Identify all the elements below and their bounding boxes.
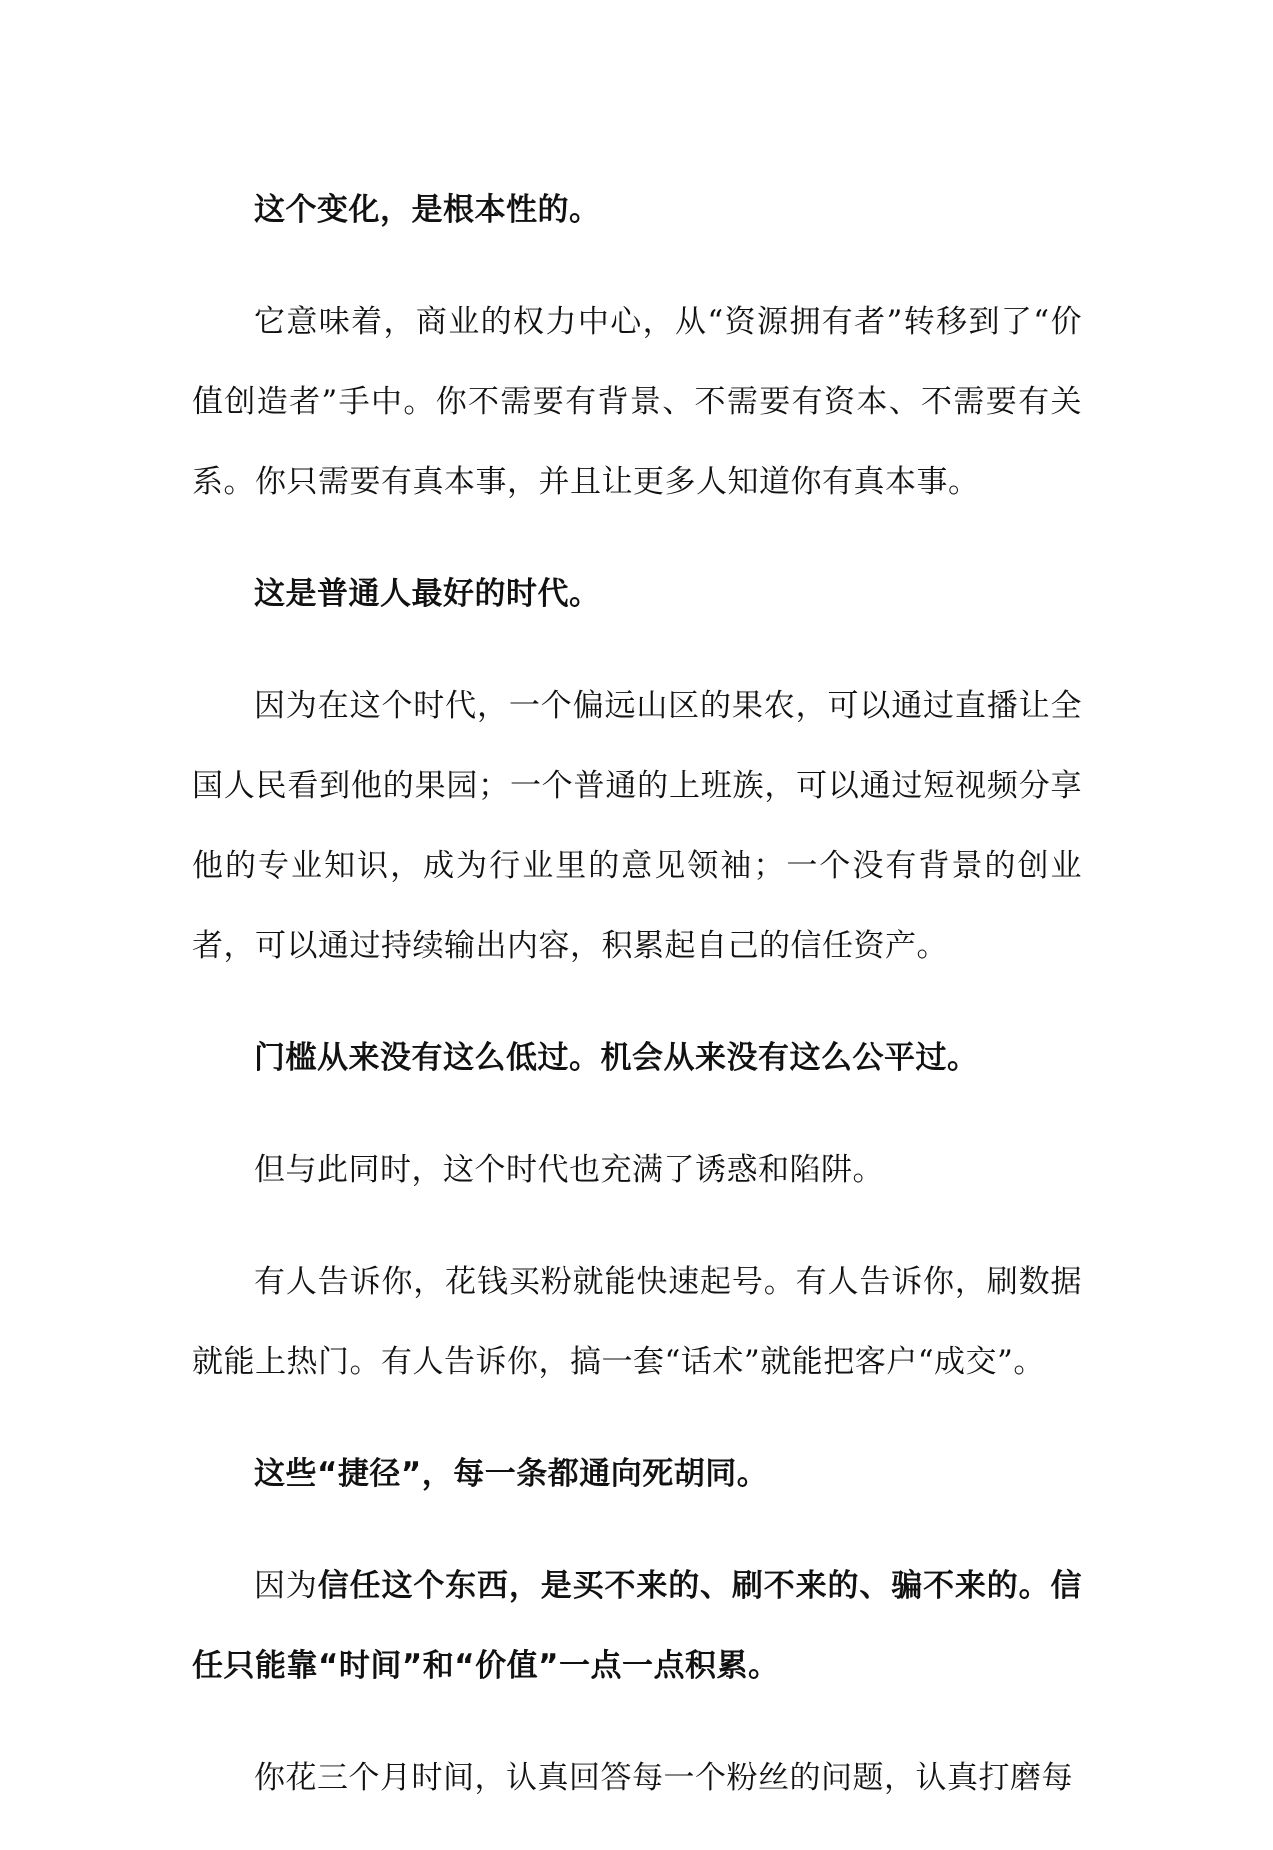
paragraph-examples: 因为在这个时代，一个偏远山区的果农，可以通过直播让全国人民看到他的果园；一个普通的上班族，可以通过短视频分享他的专业知识，成为行业里的意见领袖；一个没有背景的创业者，可以通过持续输出内容，积累起自己的信任资产。 (192, 688, 1082, 964)
paragraph-trust-bold: 信任这个东西，是买不来的、刷不来的、骗不来的。信任只能靠“时间”和“价值”一点一点积累。 (192, 1568, 1083, 1684)
paragraph-trust (192, 1546, 1082, 1706)
paragraph-best-era: 这是普通人最好的时代。 (254, 576, 601, 612)
paragraph-temptations: 但与此同时，这个时代也充满了诱惑和陷阱。 (254, 1152, 884, 1188)
paragraph-power-shift: 它意味着，商业的权力中心，从“资源拥有者”转移到了“价值创造者”手中。你不需要有背景、不需要有资本、不需要有关系。你只需要有真本事，并且让更多人知道你有真本事。 (192, 304, 1082, 500)
paragraph-trust-lead: 因为 (254, 1568, 318, 1604)
paragraph-dead-end: 这些“捷径”，每一条都通向死胡同。 (254, 1456, 769, 1492)
document-body (192, 170, 1082, 1850)
paragraph-three-months: 你花三个月时间，认真回答每一个粉丝的问题，认真打磨每 (254, 1760, 1073, 1796)
paragraph-fundamental-change: 这个变化，是根本性的。 (254, 192, 601, 228)
paragraph-shortcut-claims: 有人告诉你，花钱买粉就能快速起号。有人告诉你，刷数据就能上热门。有人告诉你，搞一套“话术”就能把客户“成交”。 (192, 1264, 1082, 1380)
paragraph-low-threshold: 门槛从来没有这么低过。机会从来没有这么公平过。 (254, 1040, 979, 1076)
